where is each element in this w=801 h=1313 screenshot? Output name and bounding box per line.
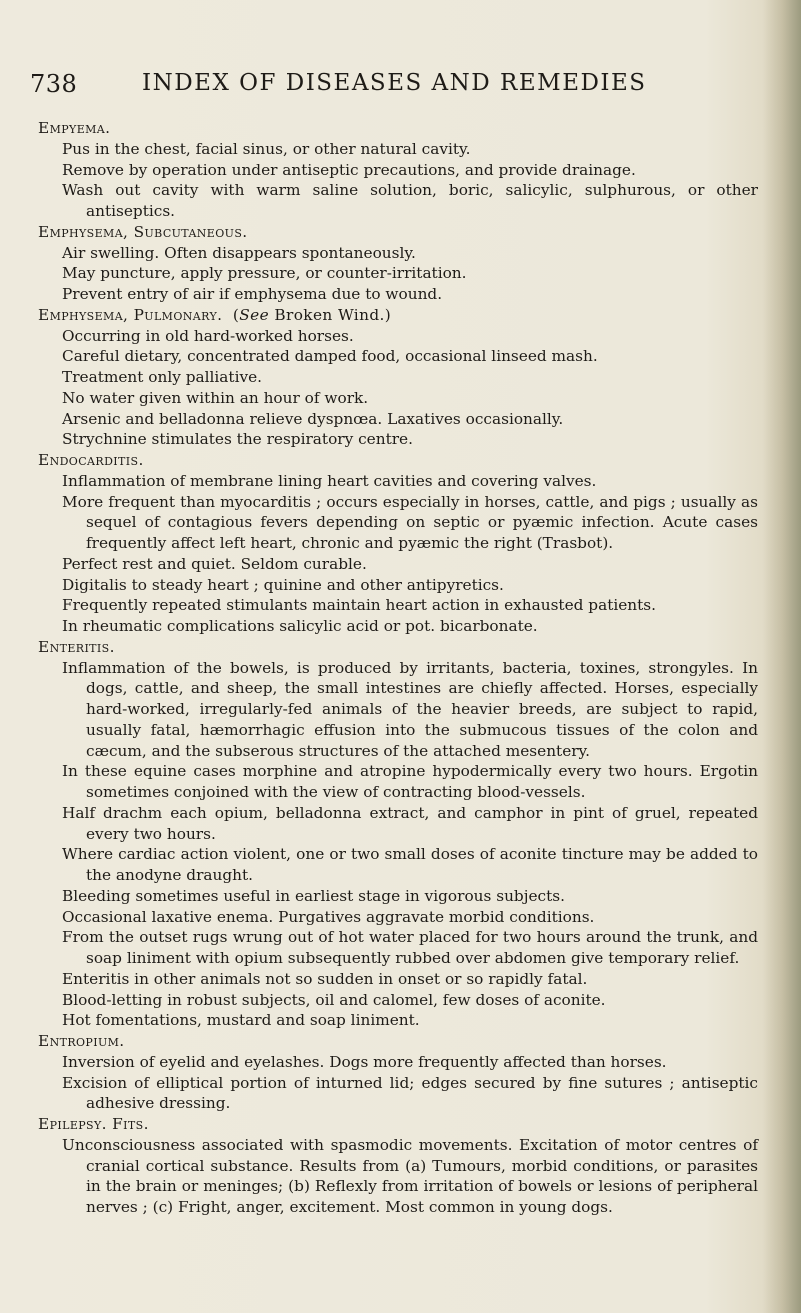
entry-text: Inflammation of the bowels, is produced by irritants, bacteria, toxines, strongyles. In dogs, cattle, and sheep, the small intestines are chiefly affected. Horses, especially hard-worked, irregularly-fed animals of the heavier breeds, are subject to rapid, usually fatal, hæmorrhagic effusion into the submucous tissues of the colon and cæcum, and the subserous structures of the attached mesentery. (62, 658, 758, 760)
entry-empyema (38, 118, 758, 222)
entry-text: Remove by operation under antiseptic precautions, and provide drainage. (62, 160, 636, 179)
entry-text: Enteritis in other animals not so sudden in onset or so rapidly fatal. (62, 969, 588, 988)
entry-text: Frequently repeated stimulants maintain heart action in exhausted patients. (62, 596, 656, 615)
entry-text: Blood-letting in robust subjects, oil and calomel, few doses of aconite. (62, 990, 606, 1009)
entry-text: Careful dietary, concentrated damped food, occasional linseed mash. (62, 347, 598, 366)
running-title: INDEX OF DISEASES AND REMEDIES (142, 70, 647, 96)
entry-text: Digitalis to steady heart ; quinine and other antipyretics. (62, 575, 504, 594)
page-header (30, 70, 770, 110)
entry-text: Prevent entry of air if emphysema due to wound. (62, 285, 443, 303)
entry-text: May puncture, apply pressure, or counter-irritation. (62, 264, 467, 283)
entry-text: Arsenic and belladonna relieve dyspnœa. Laxatives occasionally. (62, 409, 564, 428)
page-number: 738 (30, 70, 78, 98)
entry-entropium (38, 1031, 758, 1114)
entry-text: In rheumatic complications salicylic acid or pot. bicarbonate. (62, 617, 538, 635)
entry-text: Unconsciousness associated with spasmodic movements. Excitation of motor centres of cranial cortical substance. Results from (a) Tumours, morbid conditions, or parasites in the brain or meninges; (b) Reflexly from irritation of bowels or lesions of peripheral nerves ; (c) Fright, anger, excitement. Most common in young dogs. (62, 1135, 758, 1216)
index-content (38, 118, 758, 1218)
entry-text: Occasional laxative enema. Purgatives aggravate morbid conditions. (62, 907, 595, 926)
entry-heading: Entropium. (38, 1032, 125, 1050)
entry-enteritis (38, 637, 758, 1031)
entry-heading: Emphysema, Pulmonary. (38, 305, 223, 324)
entry-text: Hot fomentations, mustard and soap liniment. (62, 1011, 420, 1030)
entry-text: Strychnine stimulates the respiratory centre. (62, 430, 413, 449)
entry-text: Perfect rest and quiet. Seldom curable. (62, 554, 367, 573)
entry-heading: Epilepsy. Fits. (38, 1115, 149, 1133)
entry-text: Treatment only palliative. (62, 368, 263, 386)
entry-heading: Empyema. (38, 119, 111, 137)
see-reference-target: Broken Wind.) (269, 305, 392, 324)
entry-text: More frequent than myocarditis ; occurs especially in horses, cattle, and pigs ; usually as sequel of contagious fevers depending on septic or pyæmic infection. Acute cases frequently affect left heart, chronic and pyæmic the right (Trasbot). (62, 492, 758, 552)
see-reference-label: See (239, 305, 270, 324)
entry-text: Wash out cavity with warm saline solution, boric, salicylic, sulphurous, or other antiseptics. (62, 181, 758, 220)
entry-text: Bleeding sometimes useful in earliest stage in vigorous subjects. (62, 886, 565, 905)
entry-heading-line (38, 305, 758, 326)
entry-text: Where cardiac action violent, one or two small doses of aconite tincture may be added to the anodyne draught. (62, 845, 758, 884)
entry-text: In these equine cases morphine and atropine hypodermically every two hours. Ergotin sometimes conjoined with the view of contracting blood-vessels. (62, 762, 758, 801)
entry-emphysema-subcutaneous (38, 222, 758, 305)
entry-text: Air swelling. Often disappears spontaneously. (62, 243, 416, 262)
entry-epilepsy (38, 1114, 758, 1218)
page-edge-shadow (763, 0, 801, 1313)
see-reference-open: ( (232, 305, 240, 324)
entry-text: Excision of elliptical portion of inturned lid; edges secured by fine sutures ; antiseptic adhesive dressing. (62, 1073, 758, 1113)
entry-heading: Emphysema, Subcutaneous. (38, 222, 248, 241)
entry-text: No water given within an hour of work. (62, 388, 369, 407)
entry-text: Inversion of eyelid and eyelashes. Dogs more frequently affected than horses. (62, 1052, 667, 1071)
entry-emphysema-pulmonary (38, 305, 758, 450)
entry-heading: Endocarditis. (38, 451, 144, 469)
entry-text: Occurring in old hard-worked horses. (62, 326, 354, 345)
entry-text: Pus in the chest, facial sinus, or other natural cavity. (62, 139, 471, 158)
entry-text: From the outset rugs wrung out of hot water placed for two hours around the trunk, and soap liniment with opium subsequently rubbed over abdomen give temporary relief. (62, 928, 758, 967)
entry-endocarditis (38, 450, 758, 637)
entry-heading: Enteritis. (38, 637, 115, 656)
entry-text: Half drachm each opium, belladonna extract, and camphor in pint of gruel, repeated every two hours. (62, 803, 758, 843)
entry-text: Inflammation of membrane lining heart cavities and covering valves. (62, 471, 597, 490)
